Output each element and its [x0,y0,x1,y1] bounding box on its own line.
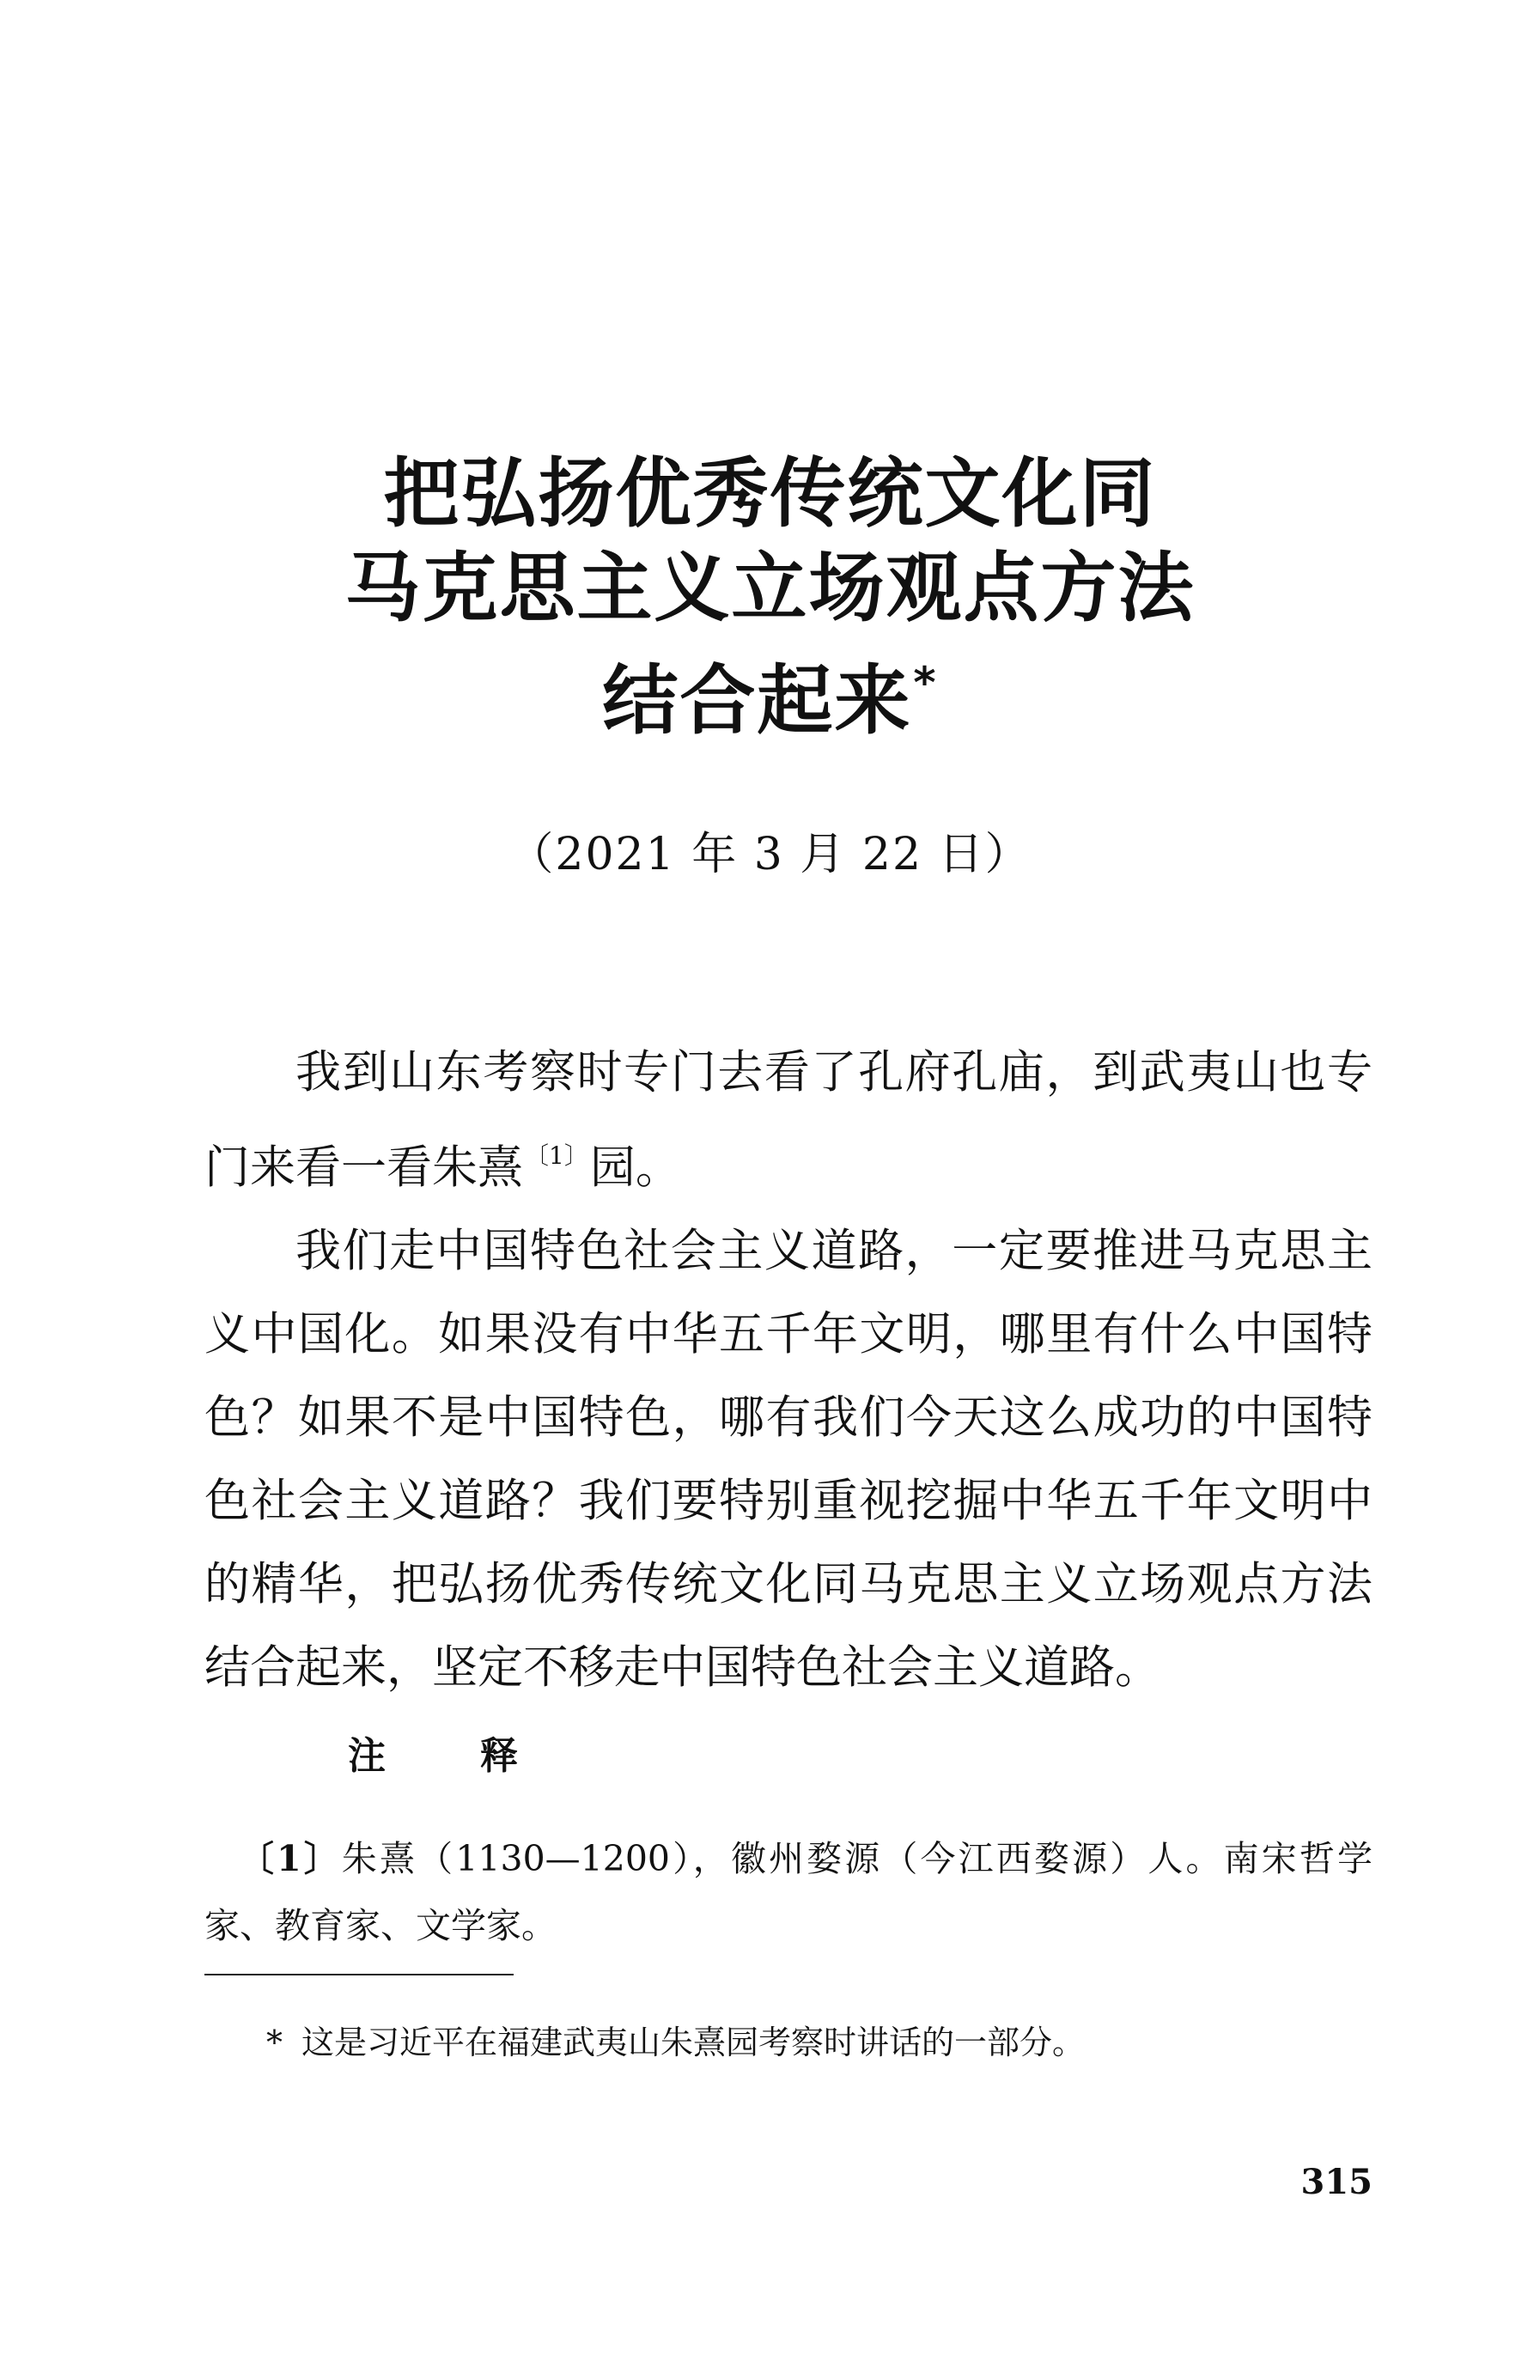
title-line-3-text: 结合起来 [602,656,912,745]
note-list [204,1825,1373,1959]
note-number: 〔1〕 [239,1838,342,1879]
footnote-mark: * [266,2024,283,2061]
note-text: 朱熹（1130—1200），徽州婺源（今江西婺源）人。南宋哲学家、教育家、文学家。 [204,1838,1373,1946]
title-line-2: 马克思主义立场观点方法 [344,544,1196,632]
article-title [0,447,1540,748]
notes-heading-left: 注 [348,1734,386,1778]
footnote [266,2018,1085,2067]
footnote-text: 这是习近平在福建武夷山朱熹园考察时讲话的一部分。 [301,2024,1086,2061]
article-body [204,1031,1373,1709]
title-line-1: 把弘扬优秀传统文化同 [383,449,1157,538]
paragraph-1 [204,1031,1373,1209]
speech-date: （2021 年 3 月 22 日） [508,829,1032,880]
notes-heading [348,1731,518,1782]
note-item [204,1825,1373,1959]
paragraph-1-tail: 园。 [589,1141,681,1194]
title-footnote-mark: * [913,658,938,708]
title-line-3 [0,636,1540,748]
page-number: 315 [1300,2162,1373,2202]
paragraph-1-text: 我到山东考察时专门去看了孔府孔庙，到武夷山也专门来看一看朱熹 [204,1046,1373,1194]
note-reference-1: 〔1〕 [525,1141,588,1170]
paragraph-2: 我们走中国特色社会主义道路，一定要推进马克思主义中国化。如果没有中华五千年文明，哪里有什么中国特色？如果不是中国特色，哪有我们今天这么成功的中国特色社会主义道路？我们要特别重视挖掘中华五千年文明中的精华，把弘扬优秀传统文化同马克思主义立场观点方法结合起来，坚定不移走中国特色社会主义道路。 [204,1225,1373,1694]
notes-heading-right: 释 [480,1734,518,1778]
footnote-divider [204,1974,514,1975]
